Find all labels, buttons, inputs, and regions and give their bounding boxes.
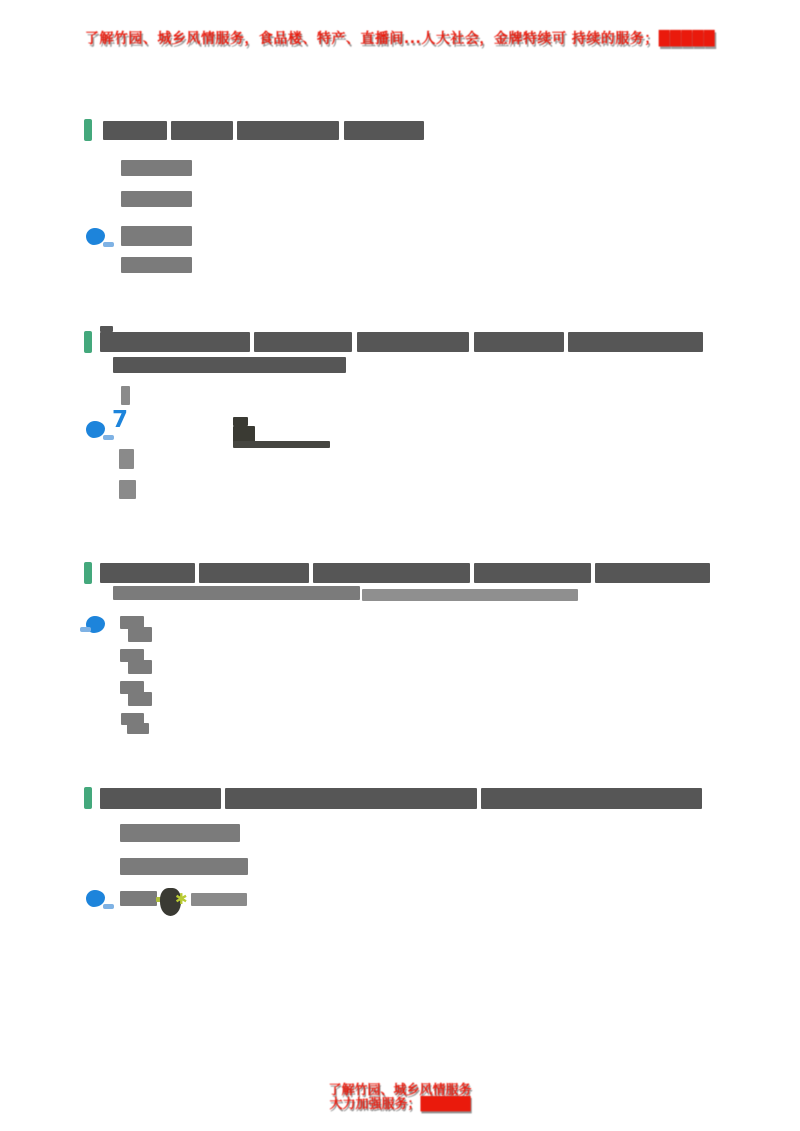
question-4-redacted-title-text — [225, 788, 477, 809]
blue-blob-tail — [80, 627, 91, 632]
question-4-redacted-title-text — [481, 788, 702, 809]
question-3-marker — [84, 562, 92, 584]
question-4-redacted-title-text — [100, 788, 221, 809]
correct-answer-icon — [86, 228, 110, 248]
question-2-redacted-title-text — [113, 357, 346, 373]
blue-blob-tail — [103, 904, 114, 909]
question-3-option-4-redacted-text[interactable] — [127, 723, 149, 734]
question-3-redacted-title-text — [313, 563, 470, 583]
question-2-option-3-redacted-text[interactable] — [119, 449, 134, 469]
question-4-option-3-redacted-text[interactable] — [120, 891, 157, 906]
question-1-option-4-redacted-text[interactable] — [121, 257, 192, 273]
question-2-option-4-redacted-text[interactable] — [119, 480, 136, 499]
blue-blob-tail — [103, 435, 114, 440]
question-2-redacted-title-text — [357, 332, 469, 352]
question-1-redacted-title-text — [171, 121, 233, 140]
question-2-option-1-redacted-text[interactable] — [121, 386, 130, 405]
question-3-redacted-title-text — [113, 586, 360, 600]
question-2-redacted-title-text — [474, 332, 564, 352]
question-1-option-3-redacted-text[interactable] — [121, 226, 192, 246]
question-3-option-1-redacted-text[interactable] — [128, 627, 152, 642]
question-2-option-2-label[interactable]: 7 — [112, 407, 129, 433]
question-2-redacted-title-text — [568, 332, 703, 352]
question-2-attachment-shape — [233, 441, 330, 448]
footer-banner — [0, 1084, 800, 1112]
question-1-marker — [84, 119, 92, 141]
question-4-option-2-redacted-text[interactable] — [120, 858, 248, 875]
question-1-option-1-redacted-text[interactable] — [121, 160, 192, 176]
question-4-marker — [84, 787, 92, 809]
question-4-option-3-redacted-text[interactable] — [191, 893, 247, 906]
top-banner-text: 了解竹园、城乡风情服务，食品楼、特产、直播间...人大社会，金牌特续可 持续的服务；█████ — [84, 31, 716, 47]
question-3-redacted-title-text — [595, 563, 710, 583]
question-2-attachment-shape — [233, 417, 248, 426]
question-2-redacted-title-text — [100, 332, 250, 352]
question-4-option-3-label[interactable]: ✱ — [175, 890, 188, 908]
question-1-redacted-title-text — [237, 121, 339, 140]
question-3-option-2-redacted-text[interactable] — [128, 660, 152, 674]
blue-blob-tail — [103, 242, 114, 247]
footer-line2: 大力加强服务；█████ — [329, 1097, 471, 1112]
question-3-redacted-title-text — [199, 563, 309, 583]
footer-line1: 了解竹园、城乡风情服务 — [328, 1083, 472, 1098]
question-1-option-2-redacted-text[interactable] — [121, 191, 192, 207]
question-2-marker — [84, 331, 92, 353]
question-3-redacted-title-text — [474, 563, 591, 583]
question-3-redacted-title-text — [362, 589, 578, 601]
question-4-option-1-redacted-text[interactable] — [120, 824, 240, 842]
correct-answer-icon — [86, 890, 110, 910]
question-3-redacted-title-text — [100, 563, 195, 583]
question-2-redacted-title-text — [254, 332, 352, 352]
correct-answer-icon — [86, 421, 110, 441]
question-1-redacted-title-text — [103, 121, 167, 140]
correct-answer-icon — [86, 616, 110, 636]
question-1-redacted-title-text — [344, 121, 424, 140]
question-3-option-3-redacted-text[interactable] — [128, 692, 152, 706]
